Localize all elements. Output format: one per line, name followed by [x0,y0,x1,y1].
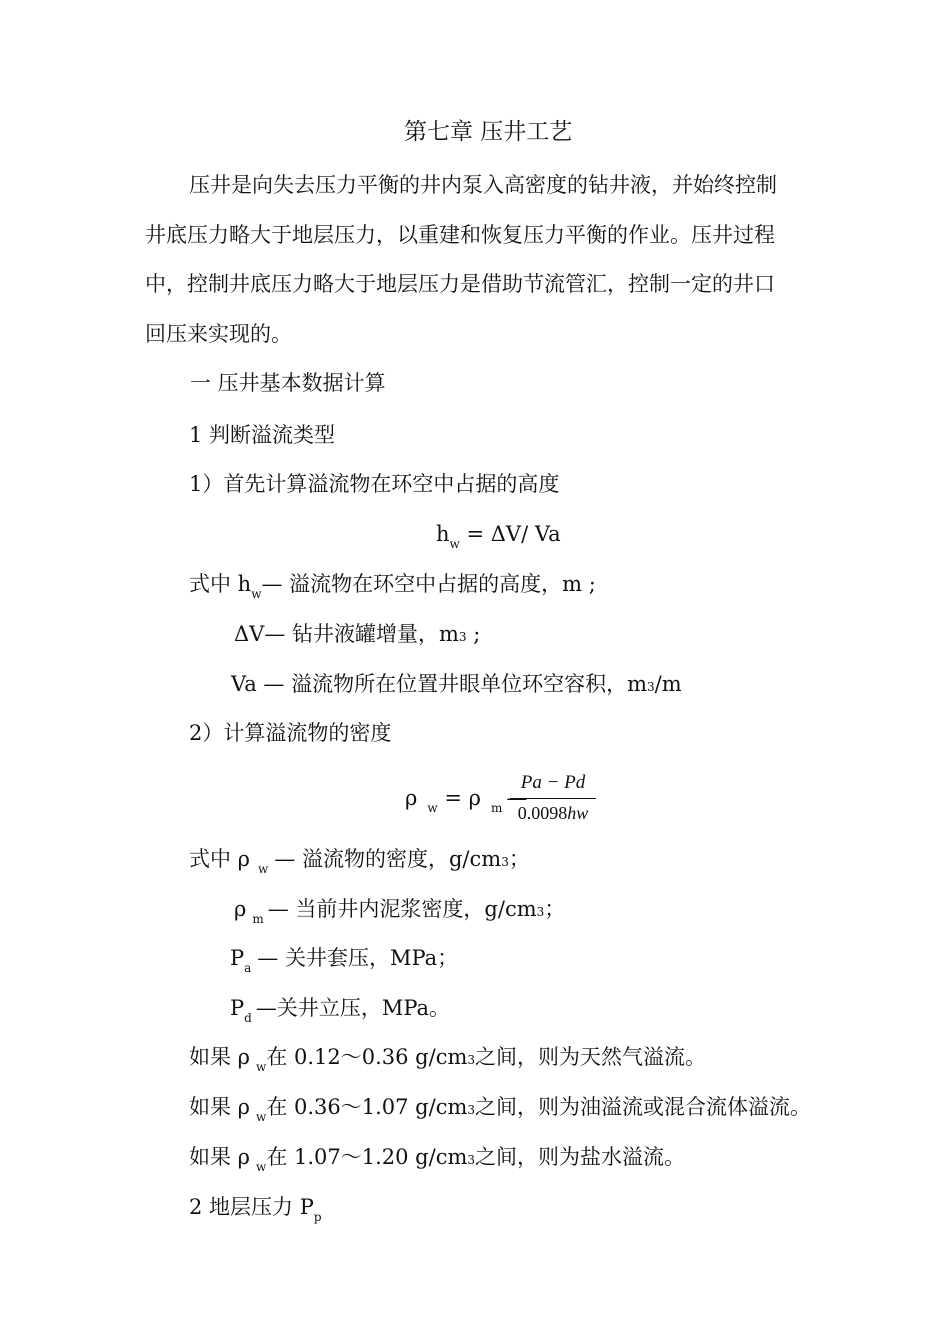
fraction-bar [510,798,596,799]
def-rho-w-sup: 3 [501,855,509,869]
def-dv [234,619,480,652]
def-va-tail: /m [654,672,682,696]
rule-gas-symbol: 如果 ρ [189,1045,251,1069]
intro-line-1: 压井是向失去压力平衡的井内泵入高密度的钻井液，并始终控制 [189,173,777,197]
formula2-minus: — [506,786,528,810]
rule-gas [189,1042,706,1082]
def-pa-symbol: P [230,946,245,970]
formula-rhs: ΔV/ Va [490,522,561,546]
formula2-eq: = [437,786,469,810]
subsection-2-text: 2 地层压力 P [189,1195,314,1219]
rho-w-sub: w [427,801,438,815]
rule-brine-range: 在 1.07～1.20 g/cm [266,1145,468,1169]
rho-m-symbol: ρ [468,786,481,810]
formula-lhs: h [436,522,450,546]
def-dv-sup: 3 [458,630,467,644]
formula-eq: = [459,522,491,546]
def-va-text: Va — 溢流物所在位置井眼单位环空容积，m [231,672,648,696]
rule-gas-range: 在 0.12～0.36 g/cm [266,1045,468,1069]
def-rho-m-symbol: ρ [234,897,247,921]
subsection-2-sub: p [313,1210,322,1224]
def-pa-text: — 关井套压，MPa； [257,946,459,970]
def-rho-w-tail: ； [508,847,530,871]
def-rho-w-text: — 溢流物的密度，g/cm [274,847,502,871]
rule-oil-result: 之间，则为油溢流或混合流体溢流。 [475,1095,812,1119]
rule-gas-result: 之间，则为天然气溢流。 [475,1045,707,1069]
rule-oil-symbol: 如果 ρ [189,1095,251,1119]
def-hw-sub: w [251,587,262,601]
rule-gas-sup: 3 [467,1053,476,1067]
rule-oil-range: 在 0.36～1.07 g/cm [266,1095,468,1119]
page-title: 第七章 压井工艺 [404,119,573,145]
rho-m-sub: m [490,801,503,815]
denominator-variable: hw [567,803,589,823]
def-rho-m-tail: ； [544,897,566,921]
def-pd-text: —关井立压，MPa。 [255,996,451,1020]
step-1: 1）首先计算溢流物在环空中占据的高度 [189,472,560,496]
rule-brine-sub: w [256,1160,267,1174]
rule-gas-sub: w [256,1060,267,1074]
def-dv-tail: ; [466,622,481,646]
rule-oil-sub: w [256,1110,267,1124]
def-hw-symbol: 式中 h [189,572,252,596]
rule-oil-sup: 3 [467,1103,476,1117]
section-heading: 一 压井基本数据计算 [190,371,386,395]
def-rho-m-text: — 当前井内泥浆密度，g/cm [267,897,537,921]
subsection-heading-2 [189,1192,322,1232]
formula-density-lhs [405,783,527,823]
rule-brine-sup: 3 [467,1153,476,1167]
def-pd-symbol: P [230,996,245,1020]
def-hw [189,569,596,609]
def-hw-text: — 溢流物在环空中占据的高度，m ; [261,572,596,596]
def-rho-m-sup: 3 [536,905,545,919]
def-rho-w-sub: w [258,862,269,876]
intro-line-3: 中，控制井底压力略大于地层压力是借助节流管汇，控制一定的井口 [145,272,775,296]
step-2: 2）计算溢流物的密度 [189,721,392,745]
fraction-numerator: Pa − Pd [520,772,586,793]
intro-line-2: 井底压力略大于地层压力，以重建和恢复压力平衡的作业。压井过程 [145,223,775,247]
rule-oil [189,1092,811,1132]
rule-brine-symbol: 如果 ρ [189,1145,251,1169]
fraction-denominator [510,801,596,825]
def-va [231,669,682,702]
def-va-sup: 3 [647,680,655,694]
fraction [510,770,596,825]
formula-height [436,519,561,559]
def-rho-m [234,894,565,934]
rule-brine [189,1142,685,1182]
def-rho-m-sub: m [252,912,264,926]
def-rho-w-symbol: 式中 ρ [189,847,251,871]
def-pa [230,943,458,983]
denominator-number: 0.0098 [517,803,568,823]
rho-w-symbol: ρ [405,786,418,810]
def-rho-w [189,844,530,884]
subsection-heading-1: 1 判断溢流类型 [189,423,336,447]
def-pd [230,993,450,1033]
def-dv-text: ΔV— 钻井液罐增量，m [234,622,459,646]
rule-brine-result: 之间，则为盐水溢流。 [475,1145,686,1169]
def-pa-sub: a [244,961,252,975]
intro-line-4: 回压来实现的。 [145,322,292,346]
formula-lhs-sub: w [449,537,460,551]
def-pd-sub: d [244,1011,252,1025]
